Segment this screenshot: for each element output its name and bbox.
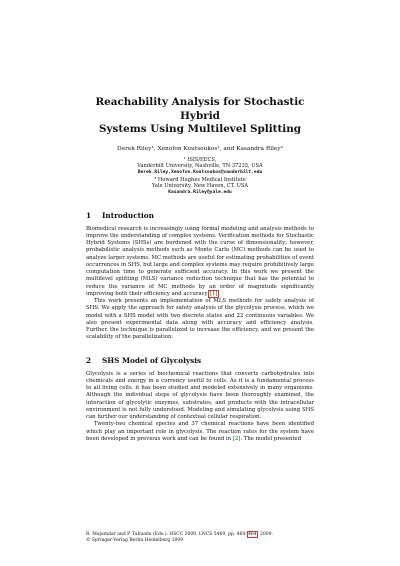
author-list: Derek Riley¹, Xenofon Koutsoukos¹, and Kasandra Riley² — [117, 145, 283, 152]
section-number: 2 — [86, 355, 92, 365]
paragraph-text: Twenty-two chemical species and 37 chemical reactions have been identified which play an important role in glycolysis. The reaction rates for the system have been developed in previous work and can be found in — [86, 421, 314, 442]
glycolysis-paragraph-1: Glycolysis is a series of biochemical reactions that converts carbohydrates into chemicals and energy in a currency useful to cells. As it is a fundamental process to all living cells, it has been studied and modeled extensively in many organisms. Although the individual steps of glycolysis have been thoroughly examined, the interaction of glycolytic enzymes, substrates, and products with the intracellular environment is not fully understood. Modeling and simulating glycolysis using SHS can further our understanding of contextual cellular respiration. — [86, 370, 314, 421]
citation-link[interactable]: [1] — [209, 290, 218, 297]
intro-paragraph-1 — [86, 226, 314, 299]
section-heading-introduction — [86, 211, 314, 220]
affiliation-line: ¹ ISIS/EECS, — [183, 156, 217, 163]
affiliation-line: Yale University, New Haven, CT, USA — [151, 183, 249, 190]
author-email: Kasandra.Riley@yale.edu — [168, 190, 232, 196]
affiliation-line: ² Howard Hughes Medical Institute — [154, 176, 246, 183]
section-number: 1 — [86, 210, 92, 220]
title-line-1: Reachability Analysis for Stochastic Hybrid — [95, 96, 305, 122]
glycolysis-paragraph-2 — [86, 421, 314, 443]
footer-text: , 2009. — [257, 532, 273, 537]
section-title: Introduction — [102, 210, 154, 220]
affiliation-line: Vanderbilt University, Nashville, TN 37235, USA — [137, 163, 263, 170]
paragraph-text: . — [217, 290, 220, 297]
paragraph-text: Biomedical research is increasingly using formal modeling and analysis methods to improve the understanding of complex systems. Verification methods for Stochastic Hybrid Systems (SHSs) are burdened with the curse of dimensionality; however, probabilistic analysis methods such as Monte Carlo (MC) methods can be used to analyze larger systems. MC methods are useful for estimating probabilities of event occurrences in SHS, but large and complex systems may require prohibitively large computation time to generate sufficient accuracy. In this work we present the multilevel splitting (MLS) variance reduction technique that has the potential to reduce the variance of MC methods by an order of magnitude significantly improving both their efficiency and accuracy — [86, 225, 314, 297]
citation-link[interactable]: [2] — [232, 435, 241, 442]
section-title: SHS Model of Glycolysis — [102, 355, 202, 365]
copyright-line: © Springer-Verlag Berlin Heidelberg 2009 — [86, 537, 184, 543]
paragraph-text: . The model presented — [240, 435, 302, 442]
intro-paragraph-2: This work presents an implementation of MLS methods for safety analysis of SHS. We apply the approach for safety analysis of the glycolysis process, which we model with a SHS model with two discrete states and 22 continuous variables. We also present experimental data along with accuracy and efficiency analysis. Further, the technique is parallelized to increase the efficiency, and we present the scalability of the parallelization. — [86, 298, 314, 341]
section-heading-shs-model — [86, 356, 314, 365]
title-line-2: Systems Using Multilevel Splitting — [98, 123, 302, 135]
page-number-link[interactable]: 464 — [248, 532, 257, 537]
paper-title — [86, 96, 314, 137]
footer-text: R. Majumdar and P. Tabuada (Eds.): HSCC 2009, LNCS 5469, pp. 460– — [86, 532, 248, 537]
author-email: Derek.Riley,Xenofon.Koutsoukos@vanderbilt.edu — [137, 169, 263, 175]
page-footer — [86, 532, 314, 544]
affiliations — [86, 157, 314, 197]
